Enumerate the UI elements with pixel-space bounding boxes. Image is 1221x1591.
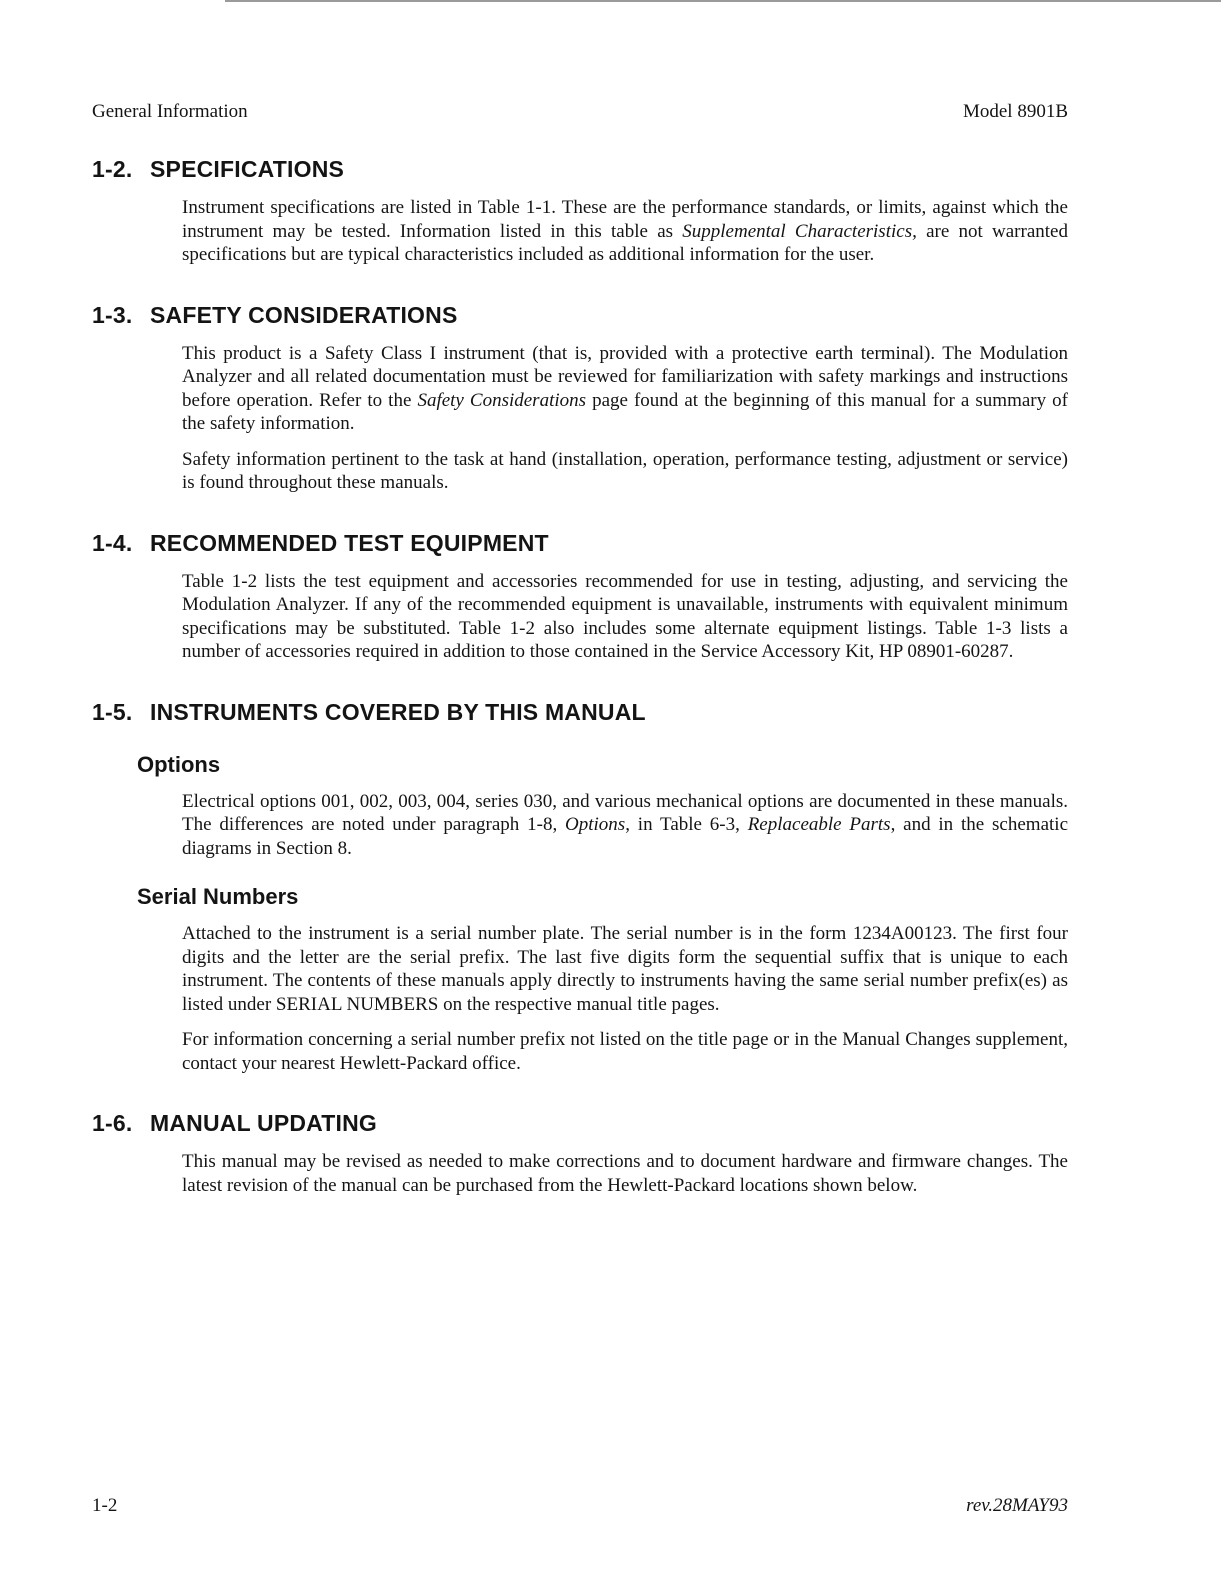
page-number: 1-2 <box>92 1495 118 1516</box>
section-title-text: SPECIFICATIONS <box>150 156 345 182</box>
text-run: This product is a Safety Class I instrument (that is, provided with a protective earth terminal). The Modulation Analyzer and all related documentation must be reviewed for familiarization with safety markings and instructions before operation. Refer to the <box>182 342 1068 411</box>
italic-text: Replaceable Parts <box>747 814 891 835</box>
top-rule <box>225 0 1221 2</box>
paragraph: Attached to the instrument is a serial number plate. The serial number is in the form 1234A00123. The first four digits and the letter are the serial prefix. The last five digits form the sequential suffix that is unique to each instrument. The contents of these manuals apply directly to instruments having the same serial number prefix(es) as listed under SERIAL NUMBERS on the respective manual title pages. <box>182 923 1068 1015</box>
subsection-heading-serial-numbers: Serial Numbers <box>137 884 299 909</box>
revision-date: rev.28MAY93 <box>966 1495 1068 1516</box>
header-model: Model 8901B <box>962 101 1068 122</box>
section-heading <box>92 696 1068 728</box>
section-recommended-test-equipment <box>92 527 1068 664</box>
paragraph: This manual may be revised as needed to make corrections and to document hardware and firmware changes. The latest revision of the manual can be purchased from the Hewlett-Packard locations shown below. <box>182 1151 1068 1196</box>
section-specifications <box>92 153 1068 267</box>
paragraph: Safety information pertinent to the task at hand (installation, operation, performance testing, adjustment or service) is found throughout these manuals. <box>182 448 1068 493</box>
page-content <box>92 153 1068 1209</box>
text-run: Instrument specifications are listed in Table 1-1. These are the performance standards, or limits, against which the instrument may be tested. Information listed in this table as <box>182 197 1068 242</box>
page-header <box>92 101 1068 127</box>
text-run: are not warranted specifications but are typical characteristics included as additional information for the user. <box>182 220 1068 265</box>
paragraph: For information concerning a serial number prefix not listed on the title page or in the Manual Changes supplement, contact your nearest Hewlett-Packard office. <box>182 1029 1068 1074</box>
section-safety-considerations <box>92 299 1068 495</box>
section-heading <box>92 153 1068 185</box>
text-run: page found at the beginning of this manual for a summary of the safety information. <box>182 389 1068 434</box>
italic-text: Options <box>565 814 626 835</box>
header-section-name: General Information <box>92 101 248 122</box>
section-number: 1-4. <box>92 529 133 556</box>
section-number: 1-3. <box>92 301 133 328</box>
page-footer <box>92 1495 1068 1521</box>
paragraph: Table 1-2 lists the test equipment and accessories recommended for use in testing, adjusting, and servicing the Modulation Analyzer. If any of the recommended equipment is unavailable, instruments with equivalent minimum specifications may be substituted. Table 1-2 also includes some alternate equipment listings. Table 1-3 lists a number of accessories required in addition to those contained in the Service Accessory Kit, HP 08901-60287. <box>182 570 1068 662</box>
section-number: 1-5. <box>92 698 133 725</box>
section-title-text: RECOMMENDED TEST EQUIPMENT <box>150 529 549 556</box>
text-run: , in Table 6-3, <box>625 814 748 835</box>
section-title-text: SAFETY CONSIDERATIONS <box>150 301 458 328</box>
section-heading <box>92 527 1068 559</box>
section-heading <box>92 1107 1068 1139</box>
subsection-heading-options: Options <box>137 751 221 777</box>
section-number: 1-2. <box>92 156 133 182</box>
paragraph <box>182 790 1068 861</box>
section-title-text: INSTRUMENTS COVERED BY THIS MANUAL <box>150 698 646 725</box>
section-number: 1-6. <box>92 1110 133 1136</box>
italic-text: Safety Considerations <box>417 389 587 411</box>
paragraph <box>182 196 1068 267</box>
text-run: Electrical options 001, 002, 003, 004, series 030, and various mechanical options are documented in these manuals. The differences are noted under paragraph 1-8, <box>182 790 1068 835</box>
section-title-text: MANUAL UPDATING <box>150 1110 378 1136</box>
section-instruments-covered <box>92 696 1068 1076</box>
section-heading <box>92 299 1068 331</box>
section-manual-updating <box>92 1107 1068 1197</box>
paragraph <box>182 342 1068 436</box>
italic-text: Supplemental Characteristics, <box>682 220 917 242</box>
text-run: , and in the schematic diagrams in Section 8. <box>182 814 1068 859</box>
